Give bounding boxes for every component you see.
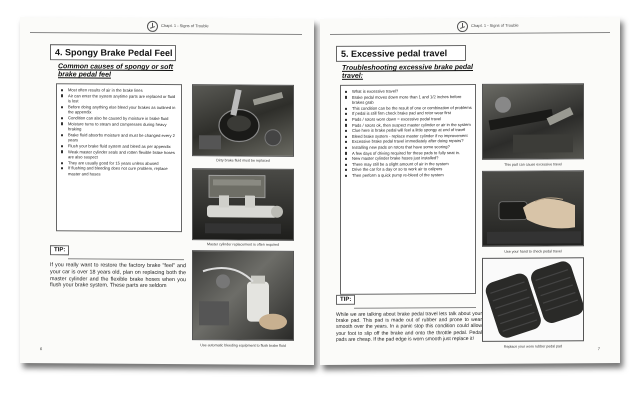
right-bullet-list [344, 88, 472, 178]
left-running-header: Chapt. 1 - Signs of Trouble [161, 22, 209, 29]
right-bullet-item: New master cylinder brake hoses just installed? [344, 155, 472, 161]
right-bullet-item: What is excessive travel? [344, 88, 472, 94]
right-photo3-caption: Replace your worn rubber pedal pad [503, 344, 563, 349]
right-running-header: Chapt. 1 - Signs of Trouble [471, 22, 519, 28]
right-subtitle: Troubleshooting excessive brake pedal travel: [342, 63, 473, 80]
left-tip-text: If you really want to restore the factory brake "feel" and your car is over 18 years old, plan on replacing both the master cylinder and the flexible brake hoses when you flush your brake system. These parts are seldom [50, 262, 186, 290]
right-bullet-item: Bleed brake system - replace master cylinder if no improvement [344, 133, 472, 139]
star-logo-icon [147, 21, 158, 32]
left-bullet-item: Brake fluid absorbs moisture and must be changed every 2 years [60, 132, 178, 144]
left-bullet-list [60, 87, 178, 177]
right-page-number: 7 [597, 346, 600, 352]
right-bullet-item: Drive the car for a day or so to work air to calipers [344, 166, 472, 172]
right-bullet-item: This condition can be the result of one or combination of problems [344, 105, 472, 111]
right-photo1-caption: This pad can cause excessive travel [504, 162, 562, 167]
right-bullet-item: Pads / rotors ok, then suspect master cylinder or air in the system [344, 122, 472, 128]
left-bullet-item: Air can enter the system anytime parts are replaced or fluid is lost [60, 93, 178, 105]
left-bullet-item: Weak master cylinder seals and rotten flexible brake hoses are also suspect [60, 149, 178, 161]
left-bullet-item: Moisture turns to steam and compresses during heavy braking [60, 121, 178, 133]
left-bullet-item: Flush your brake fluid system and bleed as per appendix [60, 143, 178, 149]
right-bullet-item: Pads / rotors worn down = excessive pedal travel [344, 116, 472, 122]
master-cylinder-photo [192, 168, 294, 241]
hand-check-photo [482, 170, 584, 247]
dirty-brake-fluid-photo [192, 84, 294, 157]
right-header-rule [330, 32, 610, 35]
right-bullet-item: There may still be a slight amount of air in the system [344, 161, 472, 167]
photo3-caption: Use automatic bleeding equipment to flush brake fluid [200, 343, 286, 348]
photo1-caption: Dirty brake fluid must be replaced [216, 158, 270, 163]
left-bullet-item: Most often results of air in the brake lines [60, 87, 178, 93]
left-subtitle: Common causes of spongy or soft brake pedal feel [58, 63, 174, 79]
left-bullet-item: They are usually good for 15 years unless abused [60, 160, 178, 166]
right-tip-label: TIP: [336, 295, 355, 305]
right-page [320, 17, 620, 365]
star-logo-icon [457, 21, 468, 32]
left-tip-label: TIP: [50, 245, 69, 255]
right-bullet-box [340, 84, 476, 295]
left-bullet-item: If flushing and bleeding does not cure problem, replace master and hoses [60, 166, 178, 178]
left-bullet-item: Condition can also be caused by moisture in brake fluid [60, 115, 178, 121]
bleeding-equipment-photo [192, 250, 294, 341]
right-bullet-item: Brake pedal moves down more than 1 and 1/2 inches before brakes grab [344, 94, 472, 106]
left-section-title: 4. Spongy Brake Pedal Feel [50, 44, 176, 61]
left-bullet-item: Before doing anything else bleed your brakes as outlined in the appendix [60, 104, 178, 116]
right-bullet-item: Clue here is brake pedal will feel a little spongy at end of travel [344, 127, 472, 133]
photo2-caption: Master cylinder replacement is often required [207, 242, 279, 247]
right-section-title: 5. Excessive pedal travel [336, 45, 466, 62]
left-header-rule [30, 32, 302, 35]
right-photo2-caption: Use your hand to check pedal travel [504, 249, 562, 254]
right-tip-text: While we are talking about brake pedal travel lets talk about your brake pad. This pad is made out of rubber and prone to wear smooth over the years. In a panic stop this condition could allow your foot to slip off the brake and onto the throttle pedal. Pedal pads are cheap. If the pad edge is worn smooth just replace it! [336, 310, 482, 343]
pedal-travel-photo [482, 83, 584, 160]
rubber-pedal-pads-photo [482, 257, 584, 342]
left-tip-rule [68, 258, 184, 260]
right-bullet-item: A few days of driving required for these pads to fully seat in. [344, 150, 472, 156]
right-bullet-item: Installing new pads on rotors that have some scoring? [344, 144, 472, 150]
left-page-number: 6 [40, 346, 43, 352]
right-bullet-item: If pedal is still firm check brake pad and rotor wear first [344, 110, 472, 116]
left-bullet-box [56, 83, 182, 232]
right-bullet-item: Then perform a quick pump re-bleed of the system [344, 172, 472, 178]
left-page [20, 17, 314, 365]
right-tip-rule [354, 307, 476, 309]
right-bullet-item: Excessive brake pedal travel immediately after doing repairs? [344, 138, 472, 144]
